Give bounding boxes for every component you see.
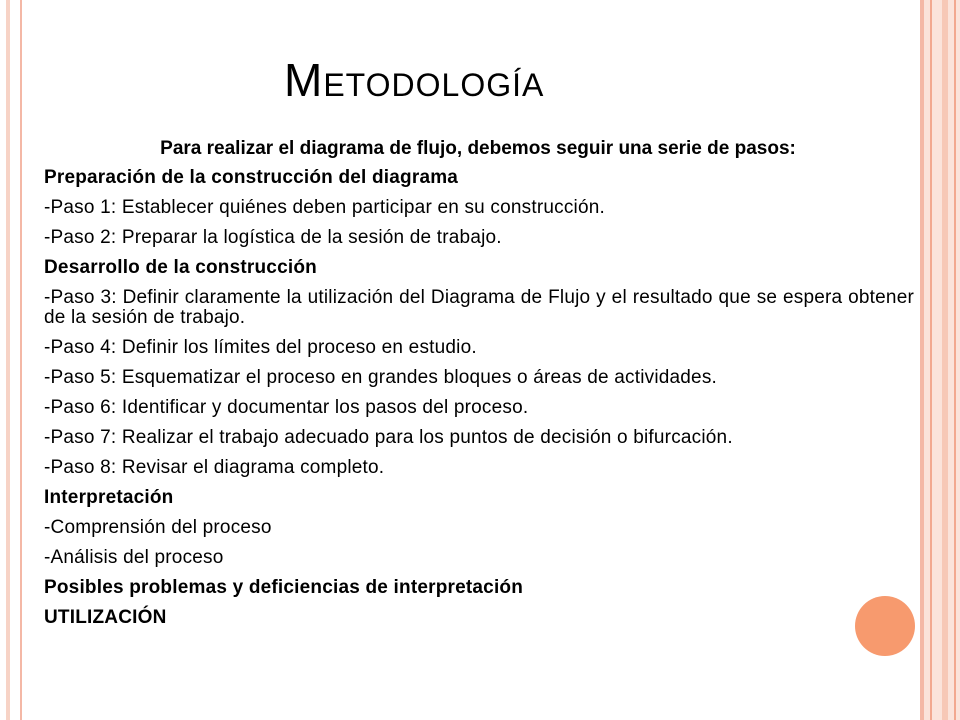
right-frame-stripe (920, 0, 924, 720)
left-frame-decoration (0, 0, 22, 720)
step-line: -Paso 4: Definir los límites del proceso en estudio. (44, 337, 477, 358)
step-line: -Paso 3: Definir claramente la utilización del Diagrama de Flujo y el resultado que se espera obtener de la sesión de trabajo. (44, 287, 914, 328)
step-line: -Paso 8: Revisar el diagrama completo. (44, 457, 385, 478)
left-frame-stripe (6, 0, 10, 720)
step-line: -Análisis del proceso (44, 547, 224, 568)
right-frame-stripe (954, 0, 956, 720)
step-line: -Paso 1: Establecer quiénes deben participar en su construcción. (44, 197, 605, 218)
step-line: -Paso 7: Realizar el trabajo adecuado para los puntos de decisión o bifurcación. (44, 427, 733, 448)
section-heading: Preparación de la construcción del diagrama (44, 167, 459, 188)
slide-content (44, 168, 914, 638)
section-heading: Interpretación (44, 487, 174, 508)
step-line: -Paso 6: Identificar y documentar los pasos del proceso. (44, 397, 529, 418)
slide-intro: Para realizar el diagrama de flujo, debemos seguir una serie de pasos: (160, 138, 796, 159)
step-line: -Comprensión del proceso (44, 517, 272, 538)
right-frame-stripe (942, 0, 948, 720)
slide-title: Metodología (284, 54, 545, 106)
section-heading: UTILIZACIÓN (44, 607, 167, 628)
right-frame-decoration (920, 0, 960, 720)
section-heading: Desarrollo de la construcción (44, 257, 317, 278)
section-heading: Posibles problemas y deficiencias de interpretación (44, 577, 524, 598)
step-line: -Paso 5: Esquematizar el proceso en grandes bloques o áreas de actividades. (44, 367, 718, 388)
step-line: -Paso 2: Preparar la logística de la sesión de trabajo. (44, 227, 502, 248)
decorative-circle (855, 596, 915, 656)
right-frame-stripe (930, 0, 932, 720)
